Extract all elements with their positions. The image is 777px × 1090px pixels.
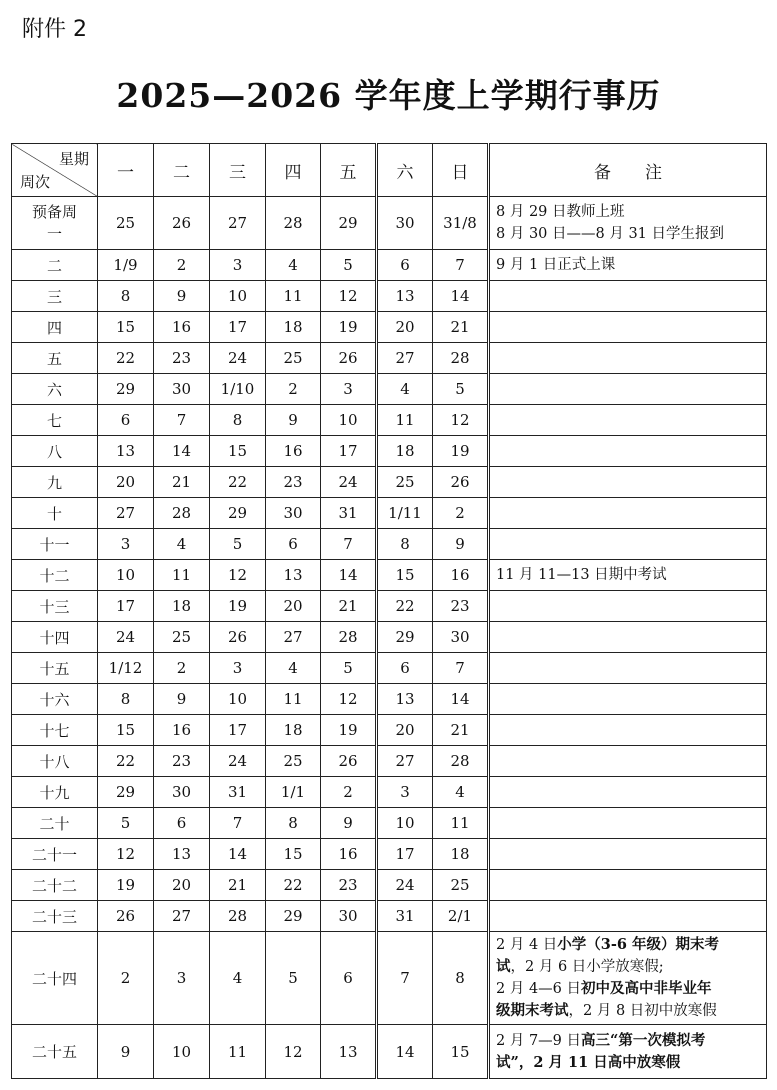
date-cell: 8: [210, 405, 266, 436]
note-line: [496, 564, 760, 586]
date-cell: 6: [266, 529, 321, 560]
date-cell: 8: [433, 932, 489, 1025]
date-cell: 14: [433, 281, 489, 312]
notes-cell: [489, 560, 767, 591]
table-row: [12, 467, 767, 498]
notes-cell: [489, 281, 767, 312]
date-cell: 20: [266, 591, 321, 622]
notes-cell: [489, 808, 767, 839]
table-row: [12, 560, 767, 591]
date-cell: 16: [154, 312, 210, 343]
date-cell: 4: [377, 374, 433, 405]
date-cell: 16: [433, 560, 489, 591]
date-cell: 21: [154, 467, 210, 498]
date-cell: 16: [154, 715, 210, 746]
week-cell: 十九: [12, 777, 98, 808]
date-cell: 29: [98, 374, 154, 405]
date-cell: 10: [154, 1025, 210, 1079]
table-row: [12, 498, 767, 529]
week-label: 周次: [20, 173, 51, 191]
date-cell: 19: [321, 312, 377, 343]
date-cell: 1/1: [266, 777, 321, 808]
date-cell: 2: [433, 498, 489, 529]
date-cell: 8: [98, 684, 154, 715]
note-text: 9 月 1 日正式上课: [496, 257, 616, 273]
date-cell: 2: [321, 777, 377, 808]
date-cell: 12: [321, 281, 377, 312]
date-cell: 12: [266, 1025, 321, 1079]
week-cell: 二: [12, 250, 98, 281]
note-text: 8 月 30 日——8 月 31 日学生报到: [496, 226, 725, 242]
week-cell: 十二: [12, 560, 98, 591]
date-cell: 21: [321, 591, 377, 622]
notes-cell: [489, 374, 767, 405]
week-cell: 四: [12, 312, 98, 343]
date-cell: 10: [377, 808, 433, 839]
table-row: [12, 777, 767, 808]
date-cell: 5: [321, 250, 377, 281]
date-cell: 18: [433, 839, 489, 870]
date-cell: 15: [210, 436, 266, 467]
date-cell: 14: [377, 1025, 433, 1079]
date-cell: 13: [266, 560, 321, 591]
table-row: [12, 901, 767, 932]
date-cell: 22: [377, 591, 433, 622]
date-cell: 13: [377, 281, 433, 312]
date-cell: 23: [266, 467, 321, 498]
date-cell: 2: [266, 374, 321, 405]
week-cell: 六: [12, 374, 98, 405]
date-cell: 18: [266, 312, 321, 343]
date-cell: 26: [154, 197, 210, 250]
date-cell: 3: [98, 529, 154, 560]
date-cell: 11: [154, 560, 210, 591]
notes-cell: [489, 1025, 767, 1079]
date-cell: 18: [377, 436, 433, 467]
date-cell: 14: [321, 560, 377, 591]
date-cell: 20: [154, 870, 210, 901]
note-emphasis: 小学（3-6 年级）期末考: [557, 936, 720, 953]
date-cell: 27: [377, 746, 433, 777]
table-row: [12, 405, 767, 436]
table-row: [12, 343, 767, 374]
date-cell: 5: [266, 932, 321, 1025]
date-cell: 6: [377, 653, 433, 684]
date-cell: 30: [321, 901, 377, 932]
attachment-label: 附件 2: [22, 17, 87, 42]
week-cell: 十八: [12, 746, 98, 777]
date-cell: 10: [321, 405, 377, 436]
notes-cell: [489, 312, 767, 343]
date-cell: 14: [433, 684, 489, 715]
date-cell: 16: [266, 436, 321, 467]
notes-header: 备 注: [489, 144, 767, 197]
date-cell: 2: [154, 653, 210, 684]
date-cell: 20: [98, 467, 154, 498]
date-cell: 10: [98, 560, 154, 591]
notes-cell: [489, 591, 767, 622]
day-header-thu: 四: [266, 144, 321, 197]
calendar-table: [11, 143, 767, 1079]
date-cell: 3: [377, 777, 433, 808]
note-line: [496, 1000, 760, 1022]
date-cell: 16: [321, 839, 377, 870]
week-cell: 二十五: [12, 1025, 98, 1079]
notes-cell: [489, 405, 767, 436]
note-emphasis: 试: [496, 958, 511, 975]
date-cell: 13: [154, 839, 210, 870]
table-row: [12, 1025, 767, 1079]
date-cell: 30: [377, 197, 433, 250]
date-cell: 7: [210, 808, 266, 839]
date-cell: 24: [210, 343, 266, 374]
date-cell: 23: [321, 870, 377, 901]
date-cell: 21: [433, 312, 489, 343]
date-cell: 1/11: [377, 498, 433, 529]
note-line: [496, 201, 760, 223]
date-cell: 5: [210, 529, 266, 560]
date-cell: 19: [321, 715, 377, 746]
date-cell: 30: [154, 374, 210, 405]
page-title: 2025—2026 学年度上学期行事历: [116, 76, 661, 115]
date-cell: 13: [98, 436, 154, 467]
date-cell: 26: [321, 343, 377, 374]
date-cell: 22: [266, 870, 321, 901]
date-cell: 14: [154, 436, 210, 467]
date-cell: 19: [210, 591, 266, 622]
note-text: ，2 月 8 日初中放寒假: [568, 1003, 717, 1019]
date-cell: 8: [377, 529, 433, 560]
table-row: [12, 312, 767, 343]
date-cell: 9: [154, 684, 210, 715]
date-cell: 4: [266, 653, 321, 684]
note-text: 8 月 29 日教师上班: [496, 204, 625, 220]
date-cell: 17: [98, 591, 154, 622]
date-cell: 24: [98, 622, 154, 653]
week-cell: 八: [12, 436, 98, 467]
notes-cell: [489, 901, 767, 932]
date-cell: 4: [210, 932, 266, 1025]
note-emphasis: 试”，2 月 11 日高中放寒假: [496, 1053, 681, 1071]
notes-cell: [489, 746, 767, 777]
note-text: ，2 月 6 日小学放寒假;: [510, 959, 664, 975]
date-cell: 30: [154, 777, 210, 808]
header-corner: [12, 144, 98, 197]
date-cell: 31: [377, 901, 433, 932]
date-cell: 6: [321, 932, 377, 1025]
date-cell: 28: [210, 901, 266, 932]
notes-cell: [489, 870, 767, 901]
date-cell: 10: [210, 684, 266, 715]
table-row: [12, 591, 767, 622]
date-cell: 3: [321, 374, 377, 405]
note-text: 2 月 7—9 日: [496, 1032, 582, 1049]
date-cell: 12: [321, 684, 377, 715]
table-row: [12, 870, 767, 901]
date-cell: 21: [433, 715, 489, 746]
date-cell: 31: [210, 777, 266, 808]
date-cell: 18: [266, 715, 321, 746]
date-cell: 9: [321, 808, 377, 839]
note-line: [496, 223, 760, 245]
date-cell: 26: [321, 746, 377, 777]
date-cell: 17: [210, 715, 266, 746]
date-cell: 6: [154, 808, 210, 839]
week-cell: 九: [12, 467, 98, 498]
date-cell: 17: [210, 312, 266, 343]
date-cell: 13: [377, 684, 433, 715]
date-cell: 29: [266, 901, 321, 932]
table-row: [12, 436, 767, 467]
date-cell: 1/9: [98, 250, 154, 281]
date-cell: 28: [266, 197, 321, 250]
date-cell: 12: [98, 839, 154, 870]
notes-cell: [489, 250, 767, 281]
date-cell: 29: [98, 777, 154, 808]
day-header-sun: 日: [433, 144, 489, 197]
date-cell: 27: [98, 498, 154, 529]
date-cell: 31/8: [433, 197, 489, 250]
notes-cell: [489, 777, 767, 808]
week-cell: 五: [12, 343, 98, 374]
date-cell: 6: [98, 405, 154, 436]
date-cell: 9: [433, 529, 489, 560]
date-cell: 15: [433, 1025, 489, 1079]
date-cell: 11: [210, 1025, 266, 1079]
day-header-wed: 三: [210, 144, 266, 197]
table-row: [12, 622, 767, 653]
date-cell: 27: [377, 343, 433, 374]
date-cell: 20: [377, 715, 433, 746]
date-cell: 18: [154, 591, 210, 622]
date-cell: 15: [98, 715, 154, 746]
table-row: [12, 839, 767, 870]
table-row: [12, 529, 767, 560]
date-cell: 24: [377, 870, 433, 901]
date-cell: 26: [433, 467, 489, 498]
date-cell: 29: [321, 197, 377, 250]
week-cell: 三: [12, 281, 98, 312]
notes-cell: [489, 436, 767, 467]
notes-cell: [489, 653, 767, 684]
day-header-tue: 二: [154, 144, 210, 197]
note-line: [496, 1030, 760, 1052]
note-line: [496, 956, 760, 978]
date-cell: 2: [98, 932, 154, 1025]
date-cell: 11: [377, 405, 433, 436]
note-line: [496, 934, 760, 956]
table-row: [12, 250, 767, 281]
date-cell: 2: [154, 250, 210, 281]
week-cell: 二十四: [12, 932, 98, 1025]
notes-cell: [489, 498, 767, 529]
date-cell: 25: [377, 467, 433, 498]
note-text: 11 月 11—13 日期中考试: [496, 567, 667, 583]
notes-cell: [489, 839, 767, 870]
date-cell: 8: [98, 281, 154, 312]
date-cell: 1/10: [210, 374, 266, 405]
week-cell: 十四: [12, 622, 98, 653]
date-cell: 26: [98, 901, 154, 932]
date-cell: 5: [321, 653, 377, 684]
date-cell: 3: [210, 653, 266, 684]
date-cell: 15: [98, 312, 154, 343]
date-cell: 28: [433, 746, 489, 777]
table-row: [12, 808, 767, 839]
notes-cell: [489, 343, 767, 374]
date-cell: 28: [154, 498, 210, 529]
date-cell: 24: [210, 746, 266, 777]
date-cell: 8: [266, 808, 321, 839]
week-cell: 十五: [12, 653, 98, 684]
date-cell: 5: [98, 808, 154, 839]
date-cell: 20: [377, 312, 433, 343]
header-row: [12, 144, 767, 197]
week-cell: 预备周一: [12, 197, 98, 250]
date-cell: 23: [433, 591, 489, 622]
date-cell: 25: [266, 746, 321, 777]
week-cell: 二十二: [12, 870, 98, 901]
date-cell: 3: [154, 932, 210, 1025]
date-cell: 7: [377, 932, 433, 1025]
date-cell: 31: [321, 498, 377, 529]
day-header-mon: 一: [98, 144, 154, 197]
date-cell: 4: [154, 529, 210, 560]
date-cell: 19: [433, 436, 489, 467]
notes-cell: [489, 622, 767, 653]
week-cell: 十一: [12, 529, 98, 560]
date-cell: 7: [154, 405, 210, 436]
date-cell: 11: [433, 808, 489, 839]
note-emphasis: 高三“第一次模拟考: [581, 1031, 706, 1049]
date-cell: 22: [210, 467, 266, 498]
date-cell: 1/12: [98, 653, 154, 684]
week-cell: 十: [12, 498, 98, 529]
date-cell: 25: [266, 343, 321, 374]
notes-cell: [489, 932, 767, 1025]
date-cell: 10: [210, 281, 266, 312]
table-row: [12, 281, 767, 312]
date-cell: 9: [154, 281, 210, 312]
week-cell: 十六: [12, 684, 98, 715]
date-cell: 12: [210, 560, 266, 591]
week-cell: 二十一: [12, 839, 98, 870]
date-cell: 4: [266, 250, 321, 281]
date-cell: 13: [321, 1025, 377, 1079]
date-cell: 7: [433, 653, 489, 684]
date-cell: 25: [433, 870, 489, 901]
note-line: [496, 978, 760, 1000]
date-cell: 25: [98, 197, 154, 250]
note-line: [496, 1052, 760, 1074]
date-cell: 22: [98, 746, 154, 777]
note-emphasis: 初中及高中非毕业年: [581, 980, 712, 997]
date-cell: 11: [266, 684, 321, 715]
table-row: [12, 653, 767, 684]
date-cell: 23: [154, 746, 210, 777]
week-cell: 七: [12, 405, 98, 436]
date-cell: 25: [154, 622, 210, 653]
date-cell: 11: [266, 281, 321, 312]
weekday-label: 星期: [58, 150, 89, 168]
date-cell: 7: [433, 250, 489, 281]
date-cell: 30: [433, 622, 489, 653]
note-text: 2 月 4—6 日: [496, 981, 582, 997]
table-row: [12, 684, 767, 715]
day-header-sat: 六: [377, 144, 433, 197]
date-cell: 5: [433, 374, 489, 405]
date-cell: 17: [377, 839, 433, 870]
table-row: [12, 746, 767, 777]
week-cell: 十七: [12, 715, 98, 746]
date-cell: 3: [210, 250, 266, 281]
date-cell: 6: [377, 250, 433, 281]
date-cell: 27: [210, 197, 266, 250]
date-cell: 9: [98, 1025, 154, 1079]
table-row: [12, 374, 767, 405]
date-cell: 14: [210, 839, 266, 870]
date-cell: 15: [377, 560, 433, 591]
notes-cell: [489, 197, 767, 250]
table-row: [12, 932, 767, 1025]
date-cell: 19: [98, 870, 154, 901]
date-cell: 26: [210, 622, 266, 653]
date-cell: 27: [154, 901, 210, 932]
date-cell: 9: [266, 405, 321, 436]
date-cell: 30: [266, 498, 321, 529]
week-cell: 二十: [12, 808, 98, 839]
date-cell: 4: [433, 777, 489, 808]
table-row: [12, 715, 767, 746]
day-header-fri: 五: [321, 144, 377, 197]
date-cell: 23: [154, 343, 210, 374]
notes-cell: [489, 529, 767, 560]
note-text: 2 月 4 日: [496, 937, 558, 953]
date-cell: 12: [433, 405, 489, 436]
notes-cell: [489, 715, 767, 746]
date-cell: 21: [210, 870, 266, 901]
table-row: [12, 197, 767, 250]
date-cell: 29: [377, 622, 433, 653]
week-cell: 十三: [12, 591, 98, 622]
date-cell: 15: [266, 839, 321, 870]
date-cell: 29: [210, 498, 266, 529]
note-line: [496, 254, 760, 276]
date-cell: 22: [98, 343, 154, 374]
date-cell: 28: [321, 622, 377, 653]
notes-cell: [489, 467, 767, 498]
week-cell: 二十三: [12, 901, 98, 932]
date-cell: 24: [321, 467, 377, 498]
note-emphasis: 级期末考试: [496, 1002, 569, 1019]
date-cell: 7: [321, 529, 377, 560]
date-cell: 17: [321, 436, 377, 467]
notes-cell: [489, 684, 767, 715]
date-cell: 27: [266, 622, 321, 653]
date-cell: 28: [433, 343, 489, 374]
date-cell: 2/1: [433, 901, 489, 932]
